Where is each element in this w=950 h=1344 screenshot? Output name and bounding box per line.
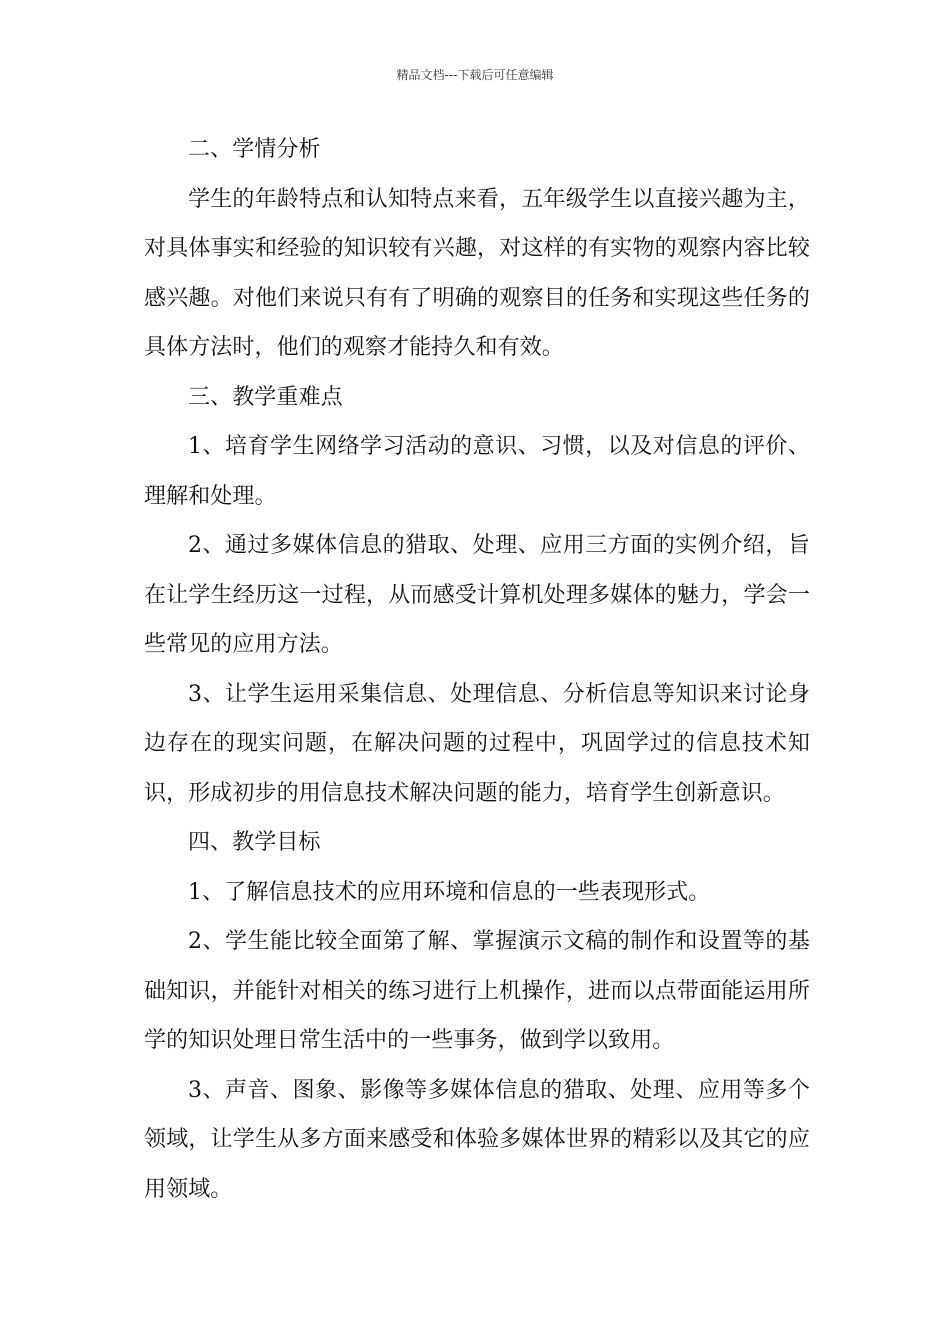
page-header: 精品文档---下载后可任意编辑 [396, 68, 554, 82]
paragraph-goal-3: 3、声音、图象、影像等多媒体信息的猎取、处理、应用等多个领域，让学生从多方面来感受和体验多媒体世界的精彩以及其它的应用领域。 [144, 1077, 810, 1202]
section-heading-key-difficulties: 三、教学重难点 [188, 384, 343, 410]
paragraph-key-point-2: 2、通过多媒体信息的猎取、处理、应用三方面的实例介绍，旨在让学生经历这一过程，从而感受计算机处理多媒体的魅力，学会一些常见的应用方法。 [144, 533, 810, 657]
section-heading-teaching-goals: 四、教学目标 [188, 830, 321, 855]
paragraph-goal-2: 2、学生能比较全面第了解、掌握演示文稿的制作和设置等的基础知识，并能针对相关的练习进行上机操作，进而以点带面能运用所学的知识处理日常生活中的一些事务，做到学以致用。 [144, 929, 810, 1053]
section-heading-learning-analysis: 二、学情分析 [188, 137, 321, 162]
document-body [144, 125, 810, 1214]
paragraph-key-point-3: 3、让学生运用采集信息、处理信息、分析信息等知识来讨论身边存在的现实问题，在解决问题的过程中，巩固学过的信息技术知识，形成初步的用信息技术解决问题的能力，培育学生创新意识。 [144, 681, 810, 806]
paragraph-goal-1: 1、了解信息技术的应用环境和信息的一些表现形式。 [188, 879, 711, 905]
paragraph-key-point-1: 1、培育学生网络学习活动的意识、习惯，以及对信息的评价、理解和处理。 [144, 434, 810, 509]
paragraph-learning-analysis: 学生的年龄特点和认知特点来看，五年级学生以直接兴趣为主，对具体事实和经验的知识较有兴趣，对这样的有实物的观察内容比较感兴趣。对他们来说只有有了明确的观察目的任务和实现这些任务的具体方法时，他们的观察才能持久和有效。 [144, 186, 810, 360]
